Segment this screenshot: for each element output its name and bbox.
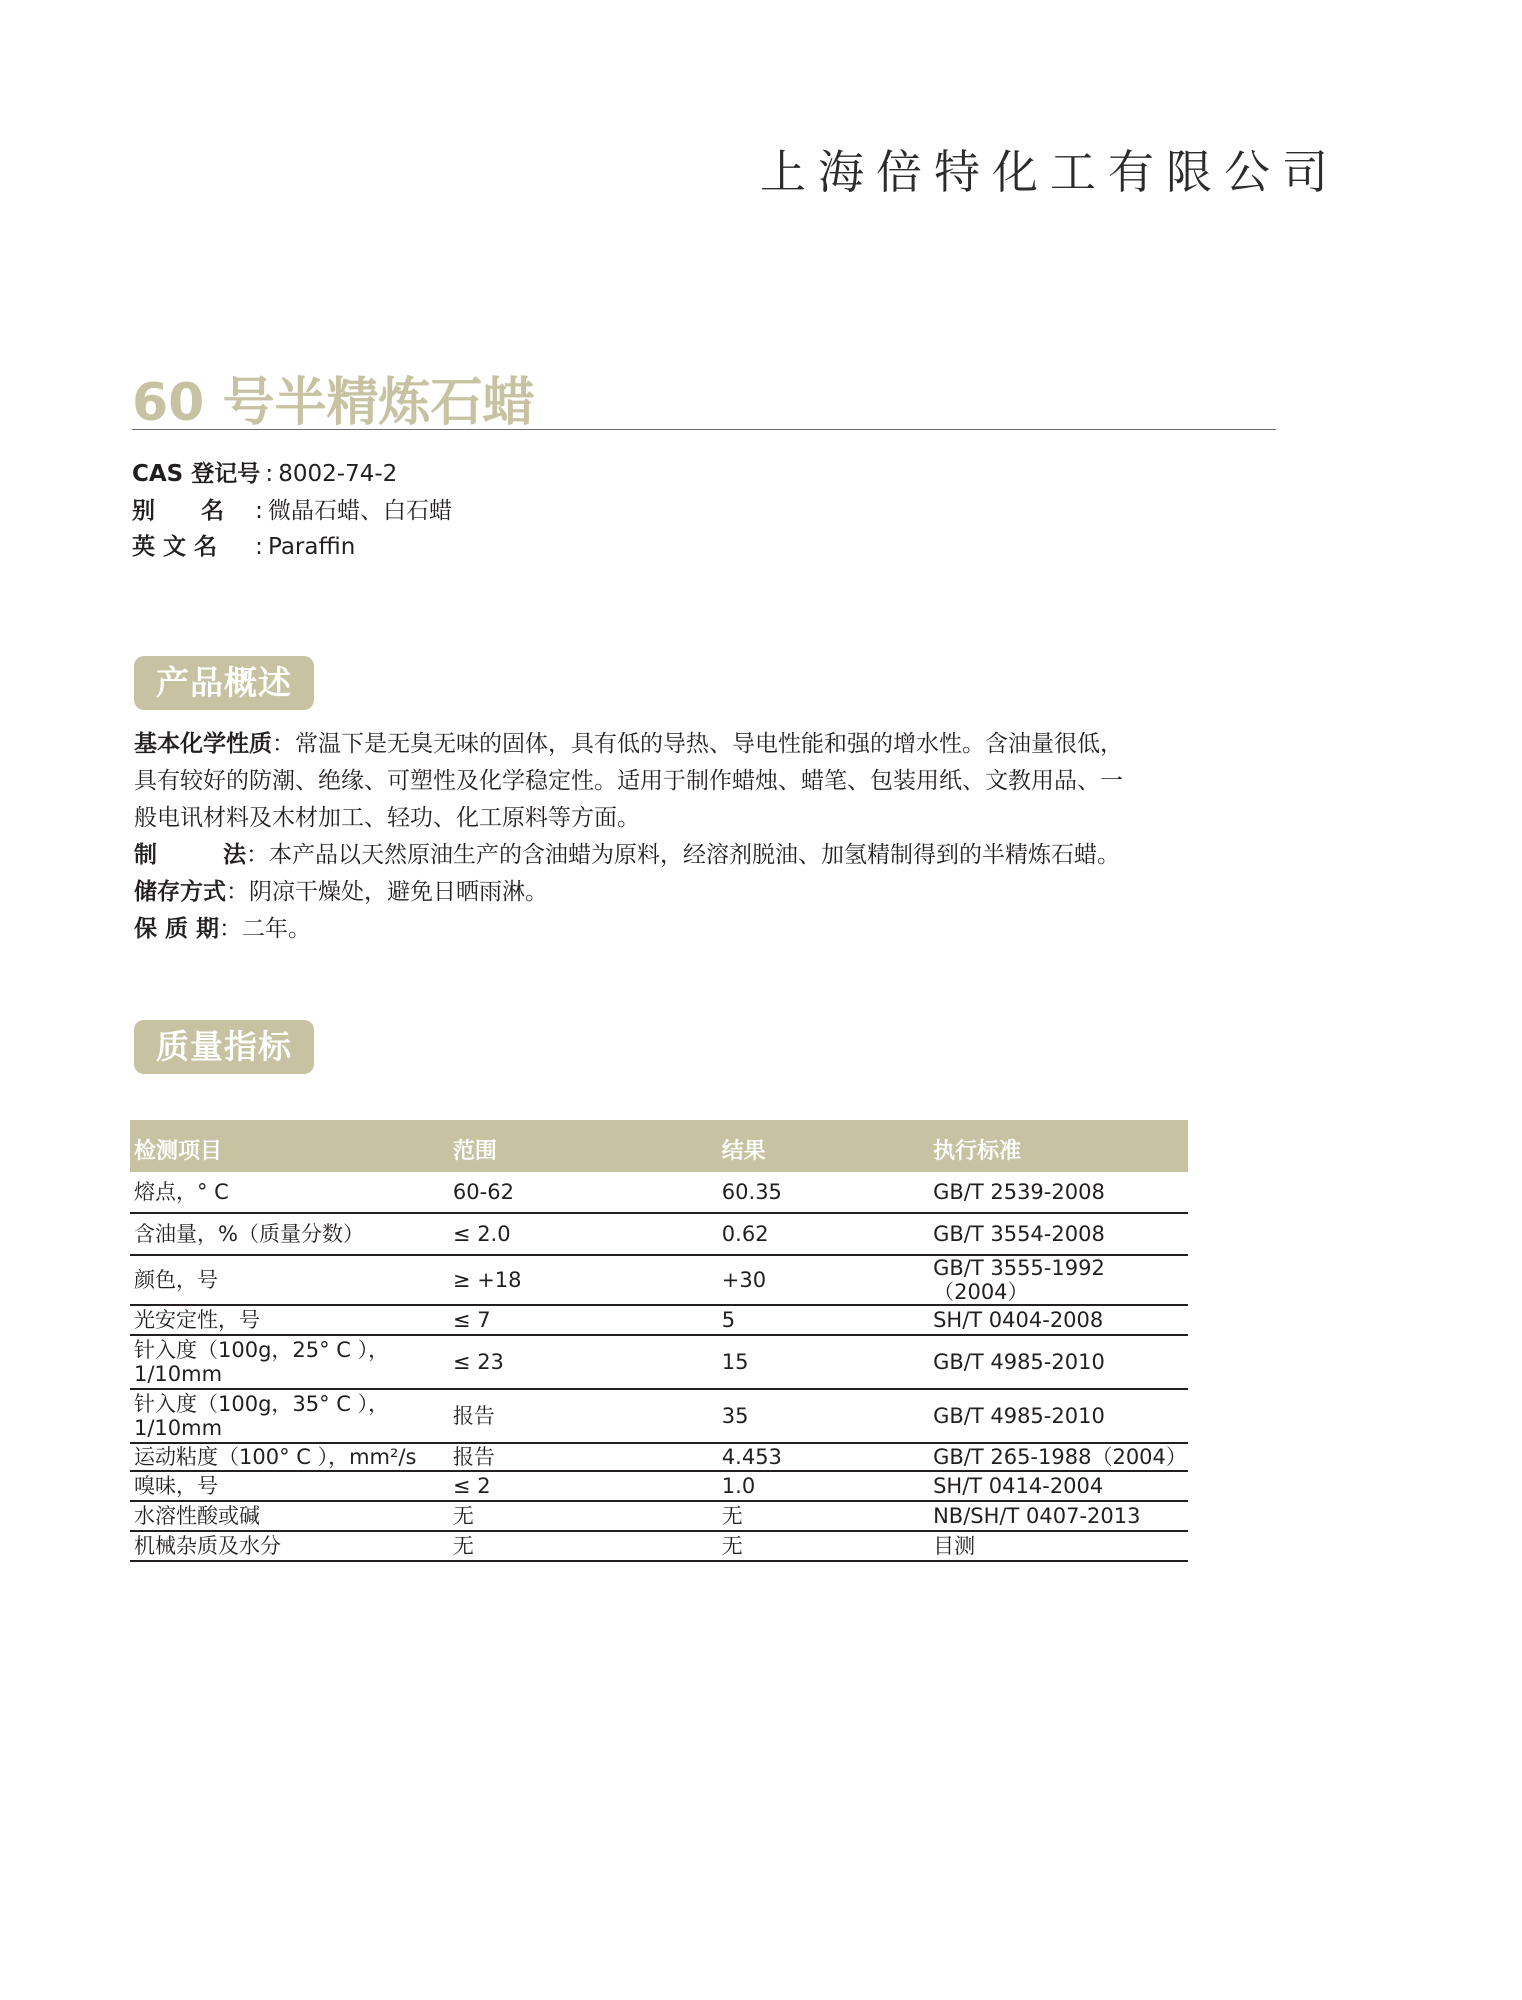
col-header-result: 结果 [718,1120,929,1172]
cell-item: 水溶性酸或碱 [130,1501,449,1531]
cell-result: 15 [718,1335,929,1389]
table-row [130,1255,1188,1305]
table-row [130,1471,1188,1501]
chem-properties: 基本化学性质：常温下是无臭无味的固体，具有低的导热、导电性能和强的增水性。含油量很低， [134,731,1123,757]
product-title: 60 号半精炼石蜡 [132,373,535,433]
table-row [130,1389,1188,1443]
chem-line-3: 般电讯材料及木材加工、轻功、化工原料等方面。 [134,805,640,831]
cell-range: 60-62 [449,1172,718,1213]
chem-value: 常温下是无臭无味的固体，具有低的导热、导电性能和强的增水性。含油量很低， [295,731,1123,757]
cell-item: 运动粘度（100° C ），mm²/s [130,1443,449,1471]
cell-result: +30 [718,1255,929,1305]
table-row [130,1501,1188,1531]
cell-standard: 目测 [929,1531,1188,1561]
cell-standard: GB/T 4985-2010 [929,1389,1188,1443]
cell-standard: GB/T 265-1988（2004） [929,1443,1188,1471]
alias-line: 别 名 : 微晶石蜡、白石蜡 [132,492,452,525]
overview-body [134,726,1194,948]
english-name-line: 英 文 名 : Paraffin [132,528,355,561]
storage: 储存方式：阴凉干燥处，避免日晒雨淋。 [134,879,548,905]
table-row [130,1172,1188,1213]
cell-result: 0.62 [718,1213,929,1255]
alias-label: 别 名 [132,498,224,524]
cas-value: 8002-74-2 [278,461,398,487]
table-row [130,1335,1188,1389]
storage-label: 储存方式 [134,879,226,905]
cell-range: 无 [449,1531,718,1561]
col-header-range: 范围 [449,1120,718,1172]
method: 制 法：本产品以天然原油生产的含油蜡为原料，经溶剂脱油、加氢精制得到的半精炼石蜡。 [134,837,1194,874]
cell-item: 颜色，号 [130,1255,449,1305]
cell-result: 5 [718,1305,929,1335]
table-row [130,1213,1188,1255]
company-name: 上海倍特化工有限公司 [760,145,1340,199]
cell-result: 1.0 [718,1471,929,1501]
cell-range: ≤ 2.0 [449,1213,718,1255]
cas-line: CAS 登记号 : 8002-74-2 [132,455,397,488]
cell-result: 无 [718,1501,929,1531]
shelf-label: 保 质 期 [134,916,220,942]
cell-standard: GB/T 3555-1992（2004） [929,1255,1188,1305]
cell-item: 针入度（100g，35° C ），1/10mm [130,1389,449,1443]
cell-result: 无 [718,1531,929,1561]
cas-label: CAS 登记号 [132,461,261,487]
cell-item: 含油量，%（质量分数） [130,1213,449,1255]
table-row [130,1305,1188,1335]
english-name-value: Paraffin [268,534,356,560]
shelf-value: 二年。 [242,916,312,942]
chem-label: 基本化学性质 [134,731,272,757]
col-header-standard: 执行标准 [929,1120,1188,1172]
cell-standard: NB/SH/T 0407-2013 [929,1501,1188,1531]
cell-item: 针入度（100g，25° C ），1/10mm [130,1335,449,1389]
cell-result: 4.453 [718,1443,929,1471]
cell-range: 无 [449,1501,718,1531]
cell-range: 报告 [449,1389,718,1443]
col-header-item: 检测项目 [130,1120,449,1172]
cell-item: 嗅味，号 [130,1471,449,1501]
cell-range: ≥ +18 [449,1255,718,1305]
english-name-label: 英 文 名 [132,534,218,560]
section-overview-heading: 产品概述 [134,656,314,710]
method-value: 本产品以天然原油生产的含油蜡为原料，经溶剂脱油、加氢精制得到的半精炼石蜡。 [269,842,1120,868]
table-row [130,1443,1188,1471]
quality-spec-table [130,1120,1188,1562]
cell-standard: SH/T 0404-2008 [929,1305,1188,1335]
cell-range: ≤ 2 [449,1471,718,1501]
shelf-life: 保 质 期：二年。 [134,916,312,942]
cell-item: 熔点，° C [130,1172,449,1213]
chem-line-2: 具有较好的防潮、绝缘、可塑性及化学稳定性。适用于制作蜡烛、蜡笔、包装用纸、文教用品、一 [134,768,1123,794]
storage-value: 阴凉干燥处，避免日晒雨淋。 [249,879,548,905]
cell-result: 60.35 [718,1172,929,1213]
cell-range: 报告 [449,1443,718,1471]
cell-standard: GB/T 4985-2010 [929,1335,1188,1389]
cell-item: 机械杂质及水分 [130,1531,449,1561]
cell-item: 光安定性，号 [130,1305,449,1335]
cell-standard: SH/T 0414-2004 [929,1471,1188,1501]
method-label: 制 法 [134,842,246,868]
table-header-row [130,1120,1188,1172]
cell-standard: GB/T 2539-2008 [929,1172,1188,1213]
cell-standard: GB/T 3554-2008 [929,1213,1188,1255]
cell-range: ≤ 23 [449,1335,718,1389]
title-divider [132,429,1276,430]
cell-range: ≤ 7 [449,1305,718,1335]
cell-result: 35 [718,1389,929,1443]
table-row [130,1531,1188,1561]
section-quality-heading: 质量指标 [134,1020,314,1074]
alias-value: 微晶石蜡、白石蜡 [268,498,452,524]
